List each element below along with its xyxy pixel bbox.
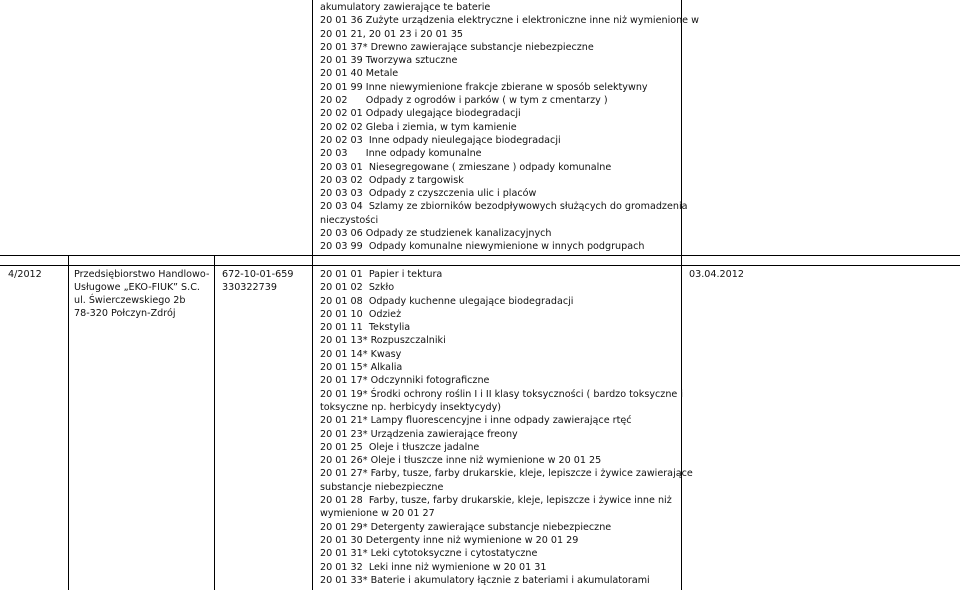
record-number: 4/2012 <box>8 269 42 280</box>
record-date: 03.04.2012 <box>689 269 744 280</box>
waste-line: akumulatory zawierające te baterie <box>320 2 491 13</box>
waste-line: 20 02 02 Gleba i ziemia, w tym kamienie <box>320 121 517 133</box>
waste-line: 20 01 21* Lampy fluorescencyjne i inne odpady zawierające rtęć <box>320 415 632 427</box>
waste-line: 20 01 14* Kwasy <box>320 348 402 360</box>
waste-line: 20 03 99 Odpady komunalne niewymienione w innych podgrupach <box>320 241 645 253</box>
waste-line: 20 03 04 Szlamy ze zbiorników bezodpływowych służących do gromadzenia <box>320 201 688 213</box>
waste-line: 20 01 33* Baterie i akumulatory łącznie z bateriami i akumulatorami <box>320 574 650 586</box>
waste-line: nieczystości <box>320 214 379 226</box>
waste-line: 20 01 26* Oleje i tłuszcze inne niż wymienione w 20 01 25 <box>320 455 602 467</box>
row-divider <box>0 265 960 266</box>
waste-line: 20 01 11 Tekstylia <box>320 322 411 334</box>
waste-line: 20 01 31* Leki cytotoksyczne i cytostatyczne <box>320 548 538 560</box>
waste-line: 20 01 37* Drewno zawierające substancje niebezpieczne <box>320 41 594 53</box>
waste-line: 20 01 29* Detergenty zawierające substancje niebezpieczne <box>320 521 612 533</box>
waste-line: 20 01 39 Tworzywa sztuczne <box>320 55 458 67</box>
waste-line: 20 01 30 Detergenty inne niż wymienione w 20 01 29 <box>320 534 579 546</box>
waste-line: 20 01 25 Oleje i tłuszcze jadalne <box>320 441 480 453</box>
waste-line: 20 01 08 Odpady kuchenne ulegające biodegradacji <box>320 295 574 307</box>
waste-line: 20 01 40 Metale <box>320 68 399 80</box>
waste-line: 20 03 03 Odpady z czyszczenia ulic i placów <box>320 188 537 200</box>
regon-number: 330322739 <box>222 282 277 293</box>
column-divider <box>68 256 69 590</box>
row-divider <box>0 255 960 256</box>
waste-line: 20 01 27* Farby, tusze, farby drukarskie, kleje, lepiszcze i żywice zawierające <box>320 468 693 480</box>
nip-number: 672-10-01-659 <box>222 269 294 280</box>
waste-line: 20 02 Odpady z ogrodów i parków ( w tym z cmentarzy ) <box>320 95 608 107</box>
waste-line: 20 01 32 Leki inne niż wymienione w 20 01 31 <box>320 561 547 573</box>
waste-code-list-continued <box>320 1 699 254</box>
waste-line: 20 02 03 Inne odpady nieulegające biodegradacji <box>320 134 561 146</box>
waste-line: 20 03 02 Odpady z targowisk <box>320 174 464 186</box>
waste-line: 20 01 01 Papier i tektura <box>320 269 443 280</box>
waste-code-list <box>320 268 693 587</box>
waste-line: 20 01 23* Urządzenia zawierające freony <box>320 428 518 440</box>
waste-line: 20 01 99 Inne niewymienione frakcje zbierane w sposób selektywny <box>320 81 648 93</box>
company-line: Przedsiębiorstwo Handlowo- <box>74 269 210 280</box>
waste-line: 20 01 15* Alkalia <box>320 362 403 374</box>
waste-line: 20 03 Inne odpady komunalne <box>320 148 482 160</box>
company-line: ul. Świerczewskiego 2b <box>74 295 186 306</box>
waste-line: 20 01 28 Farby, tusze, farby drukarskie, kleje, lepiszcze i żywice inne niż <box>320 495 672 507</box>
waste-line: substancje niebezpieczne <box>320 481 444 493</box>
waste-line: 20 01 21, 20 01 23 i 20 01 35 <box>320 28 464 40</box>
waste-line: 20 03 01 Niesegregowane ( zmieszane ) odpady komunalne <box>320 161 612 173</box>
company-line: 78-320 Połczyn-Zdrój <box>74 308 176 319</box>
waste-line: 20 01 02 Szkło <box>320 282 395 294</box>
waste-line: 20 01 36 Zużyte urządzenia elektryczne i elektroniczne inne niż wymienione w <box>320 15 699 27</box>
waste-line: wymienione w 20 01 27 <box>320 508 435 520</box>
company-name-address <box>74 268 212 320</box>
column-divider <box>312 0 313 590</box>
waste-line: 20 01 13* Rozpuszczalniki <box>320 335 446 347</box>
waste-line: 20 01 17* Odczynniki fotograficzne <box>320 375 490 387</box>
company-line: Usługowe „EKO-FIUK” S.C. <box>74 282 200 293</box>
tax-ids <box>222 268 293 294</box>
waste-line: toksyczne np. herbicydy insektycydy) <box>320 401 502 413</box>
waste-line: 20 02 01 Odpady ulegające biodegradacji <box>320 108 521 120</box>
column-divider <box>214 256 215 590</box>
waste-line: 20 01 19* Środki ochrony roślin I i II klasy toksyczności ( bardzo toksyczne i <box>320 388 684 400</box>
waste-line: 20 01 10 Odzież <box>320 308 402 320</box>
waste-line: 20 03 06 Odpady ze studzienek kanalizacyjnych <box>320 228 552 240</box>
